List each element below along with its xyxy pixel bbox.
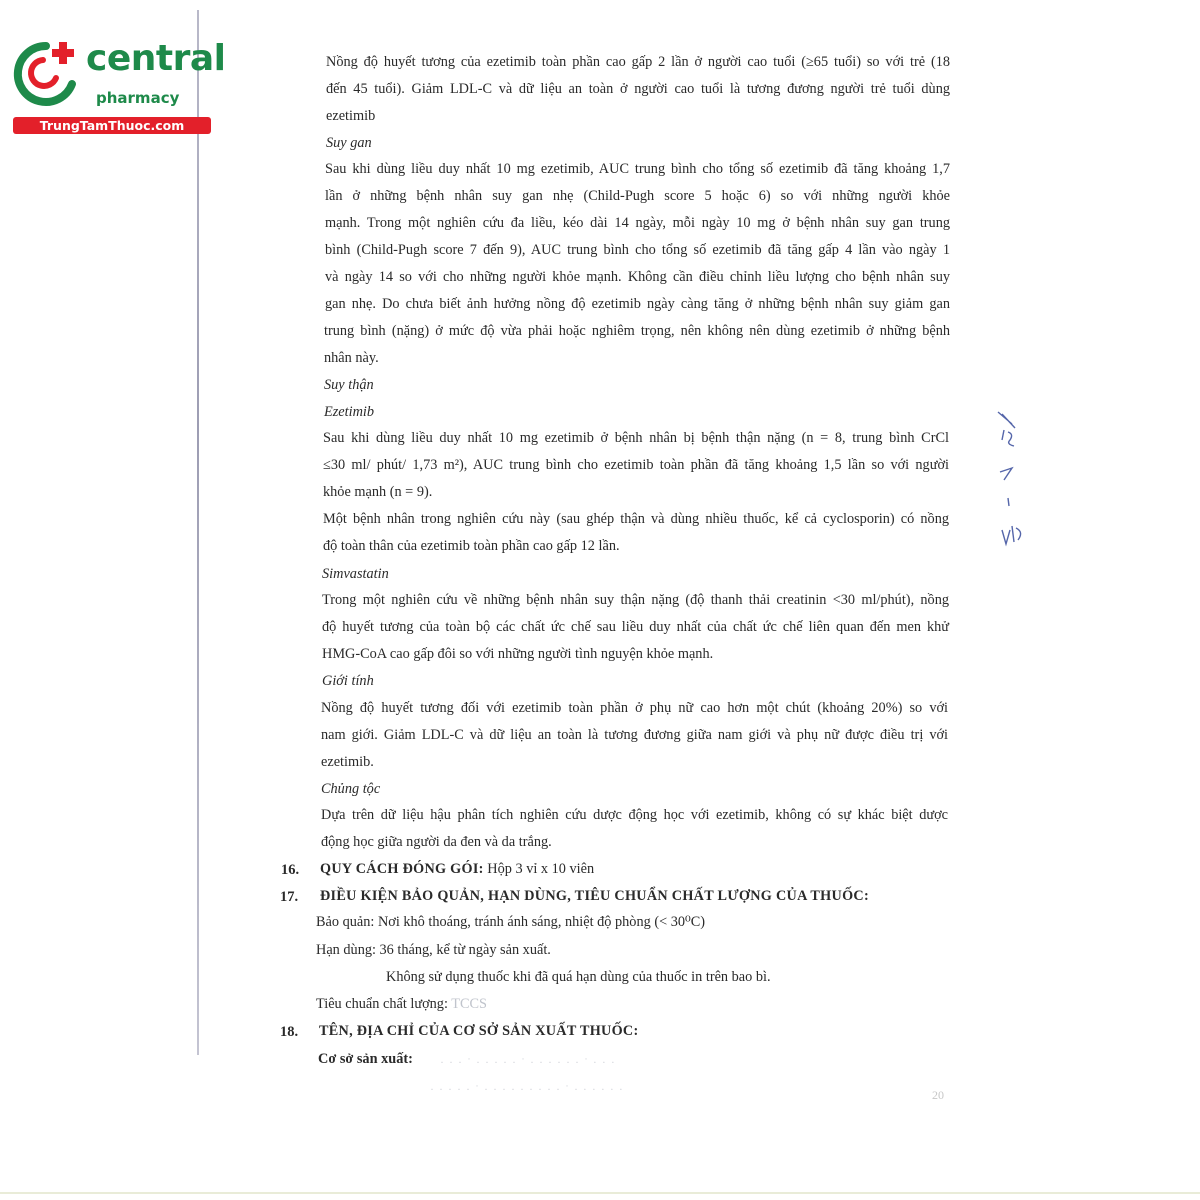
paragraph-line: Sau khi dùng liều duy nhất 10 mg ezetimib, AUC trung bình cho tổng số ezetimib đã tăng khoảng 1,7 bbox=[325, 161, 950, 177]
paragraph-line: Sau khi dùng liều duy nhất 10 mg ezetimib ở bệnh nhân bị bệnh thận nặng (n = 8, trung bình CrCl bbox=[323, 430, 949, 446]
expiry-line: Hạn dùng: 36 tháng, kể từ ngày sản xuất. bbox=[316, 942, 551, 958]
section-16-title: QUY CÁCH ĐÓNG GÓI: bbox=[320, 861, 484, 877]
subheading-simvastatin: Simvastatin bbox=[322, 566, 389, 582]
paragraph-line: khỏe mạnh (n = 9). bbox=[323, 484, 433, 500]
storage-line: Bảo quản: Nơi khô thoáng, tránh ánh sáng, nhiệt độ phòng (< 30⁰C) bbox=[316, 914, 706, 930]
subheading-chung-toc: Chủng tộc bbox=[321, 781, 381, 797]
section-number-18: 18. bbox=[280, 1024, 299, 1040]
subheading-suy-gan: Suy gan bbox=[326, 135, 372, 151]
faded-text-remnant: · · · · · ˙ · · · · · · · · · ˙ · · · · · · bbox=[430, 1082, 624, 1096]
section-16-text: Hộp 3 vỉ x 10 viên bbox=[483, 861, 595, 877]
section-18-title: TÊN, ĐỊA CHỈ CỦA CƠ SỞ SẢN XUẤT THUỐC: bbox=[319, 1023, 639, 1039]
paragraph-line: mạnh. Trong một nghiên cứu đa liều, kéo dài 14 ngày, mỗi ngày 10 mg ở bệnh nhân suy gan trung bbox=[325, 215, 950, 231]
paragraph-line: đến 45 tuổi). Giảm LDL-C và dữ liệu an toàn ở người cao tuổi là tương đương người trẻ tuổi dùng bbox=[326, 81, 950, 97]
paragraph-line: độ toàn thân của ezetimib toàn phần cao gấp 12 lần. bbox=[323, 538, 620, 554]
logo-url: TrungTamThuoc.com bbox=[13, 117, 211, 134]
subheading-ezetimib: Ezetimib bbox=[324, 404, 375, 420]
paragraph-line: ≤30 ml/ phút/ 1,73 m²), AUC trung bình cho ezetimib toàn phần đã tăng khoảng 1,5 lần so với người bbox=[323, 457, 949, 473]
paragraph-line: ezetimib. bbox=[321, 754, 374, 770]
paragraph-line: Một bệnh nhân trong nghiên cứu này (sau ghép thận và dùng nhiều thuốc, kể cả cyclosporin) có nồng bbox=[323, 511, 949, 527]
paragraph-line: HMG-CoA cao gấp đôi so với những người tình nguyện khỏe mạnh. bbox=[322, 646, 714, 662]
paragraph-line: gan nhẹ. Do chưa biết ảnh hưởng nồng độ ezetimib ngày càng tăng ở những bệnh nhân suy giảm gan bbox=[325, 296, 950, 312]
paragraph-line: bình (Child-Pugh score 7 đến 9), AUC trung bình cho tổng số ezetimib đã tăng gấp 4 lần vào ngày 1 bbox=[325, 242, 950, 258]
paragraph-line: động học giữa người da đen và da trắng. bbox=[321, 834, 552, 850]
paragraph-line: Trong một nghiên cứu về những bệnh nhân suy thận nặng (độ thanh thải creatinin <30 ml/phút), nồng bbox=[322, 592, 949, 608]
page-number: 20 bbox=[932, 1088, 944, 1102]
binding-line bbox=[197, 10, 199, 1055]
paragraph-line: nhân này. bbox=[324, 350, 379, 366]
section-16-line bbox=[320, 860, 594, 878]
paragraph-line: Nồng độ huyết tương đối với ezetimib toàn phần ở phụ nữ cao hơn một chút (khoảng 20%) so với bbox=[321, 700, 948, 716]
no-use-after-expiry-line: Không sử dụng thuốc khi đã quá hạn dùng của thuốc in trên bao bì. bbox=[386, 969, 771, 985]
paragraph-line: lần ở những bệnh nhân suy gan nhẹ (Child-Pugh score 5 hoặc 6) so với những người khỏe bbox=[325, 188, 950, 204]
subheading-gioi-tinh: Giới tính bbox=[322, 673, 374, 689]
section-number-16: 16. bbox=[281, 862, 300, 878]
faded-text-remnant: · · · ˙ · · · · · ˙ · · · · · · ˙ · · · bbox=[440, 1055, 616, 1069]
quality-standard-line bbox=[316, 995, 487, 1013]
paragraph-line: nam giới. Giảm LDL-C và dữ liệu an toàn là tương đương giữa nam giới và phụ nữ được điều trị với bbox=[321, 727, 948, 743]
pharmacy-cross-icon bbox=[10, 38, 82, 108]
paragraph-line: Dựa trên dữ liệu hậu phân tích nghiên cứu dược động học với ezetimib, không có sự khác biệt dược bbox=[321, 807, 948, 823]
handwritten-margin-marks bbox=[990, 410, 1030, 560]
manufacturer-label: Cơ sở sản xuất: bbox=[318, 1051, 413, 1067]
quality-standard-value: TCCS bbox=[451, 996, 487, 1012]
quality-standard-label: Tiêu chuẩn chất lượng: bbox=[316, 996, 452, 1012]
paragraph-line: Nồng độ huyết tương của ezetimib toàn phần cao gấp 2 lần ở người cao tuổi (≥65 tuổi) so với trẻ (18 bbox=[326, 54, 950, 70]
section-17-title: ĐIỀU KIỆN BẢO QUẢN, HẠN DÙNG, TIÊU CHUẨN CHẤT LƯỢNG CỦA THUỐC: bbox=[320, 888, 869, 904]
subheading-suy-than: Suy thận bbox=[324, 377, 374, 393]
logo-name: central bbox=[86, 38, 226, 79]
bottom-edge-line bbox=[0, 1192, 1200, 1194]
paragraph-line: độ huyết tương của toàn bộ các chất ức chế sau liều duy nhất của chất ức chế liên quan đến men khử bbox=[322, 619, 949, 635]
paragraph-line: trung bình (nặng) ở mức độ vừa phải hoặc nghiêm trọng, nên không nên dùng ezetimib ở những bệnh bbox=[324, 323, 950, 339]
paragraph-line: và ngày 14 so với cho những người khỏe mạnh. Không cần điều chỉnh liều lượng cho bệnh nhân suy bbox=[325, 269, 950, 285]
section-number-17: 17. bbox=[280, 889, 299, 905]
central-pharmacy-logo bbox=[10, 38, 226, 138]
paragraph-line: ezetimib bbox=[326, 108, 376, 124]
logo-subtitle: pharmacy bbox=[96, 89, 180, 107]
